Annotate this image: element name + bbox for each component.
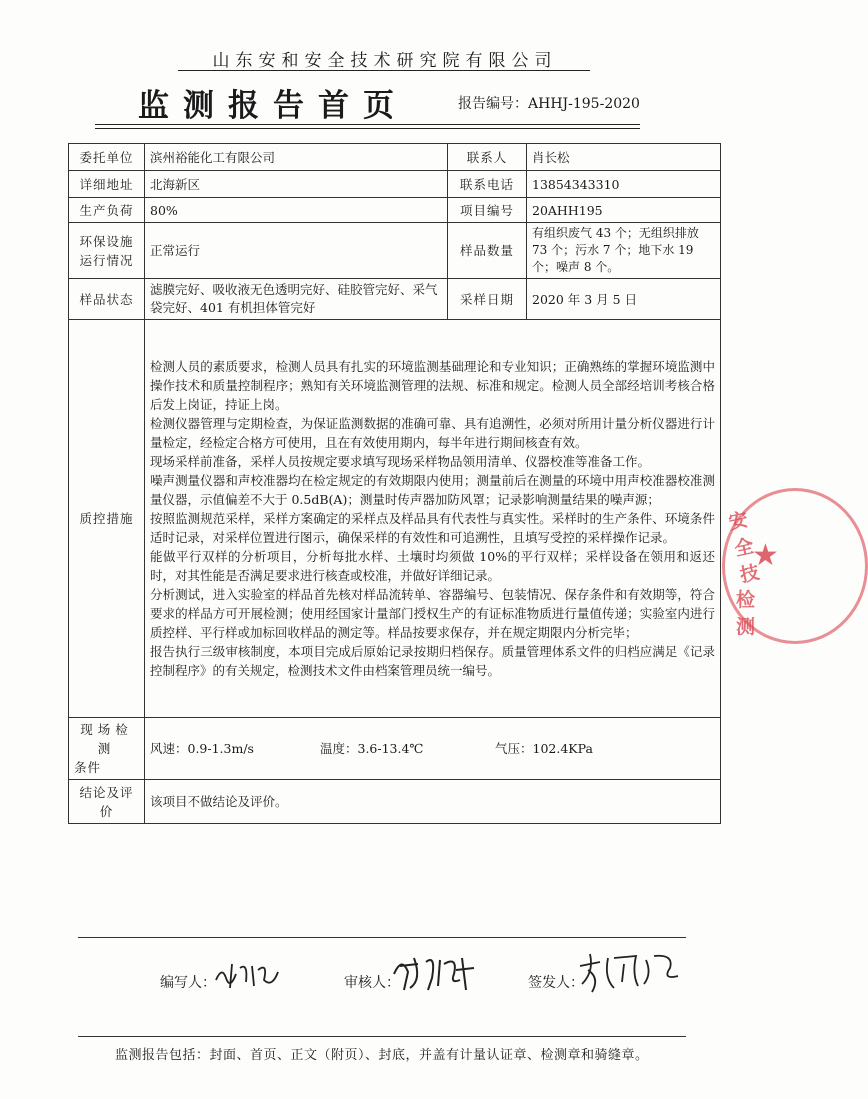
conclusion-label-line2: 价 bbox=[99, 803, 114, 819]
qc-label: 质控措施 bbox=[69, 320, 145, 718]
conclusion-label-line1: 结论及评 bbox=[79, 784, 134, 800]
signature-rule bbox=[78, 937, 686, 938]
company-underline bbox=[178, 70, 590, 71]
sampling-date-value: 2020 年 3 月 5 日 bbox=[527, 279, 721, 320]
client-value: 滨州裕能化工有限公司 bbox=[145, 144, 448, 171]
sample-status-label: 样品状态 bbox=[69, 279, 145, 320]
project-no-label: 项目编号 bbox=[448, 198, 527, 223]
sample-count-label: 样品数量 bbox=[448, 223, 527, 279]
conditions-label-line2: 条件 bbox=[74, 760, 102, 775]
load-label: 生产负荷 bbox=[69, 198, 145, 223]
table-row bbox=[69, 320, 721, 718]
phone-value: 13854343310 bbox=[527, 171, 721, 198]
seal-text-bottom: 检测 bbox=[736, 589, 756, 638]
air-pressure: 气压：102.4KPa bbox=[495, 741, 593, 756]
qc-paragraph: 报告执行三级审核制度，本项目完成后原始记录按期归档保存。质量管理体系文件的归档应满足《记录控制程序》的有关规定，检测技术文件由档案管理员统一编号。 bbox=[150, 644, 715, 678]
qc-paragraph: 按照监测规范采样，采样方案确定的采样点及样品具有代表性与真实性。采样时的生产条件、环境条件适时记录，对采样位置进行图示，确保采样的有效性和可追溯性，且填写受控的采样操作记录。 bbox=[150, 511, 715, 545]
reviewer-label: 审核人： bbox=[344, 975, 400, 991]
report-number-value: AHHJ-195-2020 bbox=[528, 96, 640, 112]
table-row bbox=[69, 171, 721, 198]
project-no-value: 20AHH195 bbox=[527, 198, 721, 223]
table-row bbox=[69, 718, 721, 780]
env-label-line2: 运行情况 bbox=[79, 252, 134, 268]
seal-star-icon: ★ bbox=[752, 538, 779, 573]
issuer-signature bbox=[574, 948, 684, 998]
sample-count-value: 有组织废气 43 个；无组织排放 73 个；污水 7 个；地下水 19 个；噪声 8 个。 bbox=[527, 223, 721, 279]
phone-label: 联系电话 bbox=[448, 171, 527, 198]
sample-status-value: 滤膜完好、吸收液无色透明完好、硅胶管完好、采气袋完好、401 有机担体管完好 bbox=[145, 279, 448, 320]
seal-text-top: 安全技 bbox=[726, 508, 762, 587]
table-row bbox=[69, 223, 721, 279]
table-row bbox=[69, 198, 721, 223]
sampling-date-label: 采样日期 bbox=[448, 279, 527, 320]
contact-label: 联系人 bbox=[448, 144, 527, 171]
issuer-label: 签发人： bbox=[528, 975, 584, 991]
load-value: 80% bbox=[145, 198, 448, 223]
report-number-label: 报告编号： bbox=[458, 96, 528, 112]
contact-value: 肖长松 bbox=[527, 144, 721, 171]
conclusion-label bbox=[69, 780, 145, 824]
env-label bbox=[69, 223, 145, 279]
wind-speed: 风速：0.9-1.3m/s bbox=[150, 741, 254, 756]
reviewer-signature bbox=[388, 950, 478, 996]
title-rule-thick bbox=[95, 124, 640, 125]
table-row bbox=[69, 780, 721, 824]
conditions-value bbox=[145, 718, 721, 780]
temperature: 温度：3.6-13.4℃ bbox=[320, 741, 424, 756]
qc-paragraph: 检测人员的素质要求，检测人员具有扎实的环境监测基础理论和专业知识；正确熟练的掌握环境监测中操作技术和质量控制程序；熟知有关环境监测管理的法规、标准和规定。检测人员全部经培训考核合格后发上岗证，持证上岗。 bbox=[150, 359, 715, 412]
title-rule-thin bbox=[95, 128, 640, 129]
env-value: 正常运行 bbox=[145, 223, 448, 279]
report-table bbox=[68, 143, 721, 824]
client-label: 委托单位 bbox=[69, 144, 145, 171]
footer-rule bbox=[78, 1036, 686, 1037]
conditions-label-line1: 现场检测 bbox=[80, 722, 133, 756]
writer-label: 编写人： bbox=[160, 975, 216, 991]
qc-paragraph: 噪声测量仪器和声校准器均在检定规定的有效期限内使用；测量前后在测量的环境中用声校准器校准测量仪器，示值偏差不大于 0.5dB(A)；测量时传声器加防风罩；记录影响测量结果的噪声源； bbox=[150, 473, 715, 507]
qc-paragraph: 检测仪器管理与定期检查，为保证监测数据的准确可靠、具有追溯性，必须对所用计量分析仪器进行计量检定，经检定合格方可使用，且在有效使用期内，每半年进行期间核查有效。 bbox=[150, 416, 715, 450]
qc-content bbox=[145, 320, 721, 718]
qc-paragraph: 能做平行双样的分析项目，分析每批水样、土壤时均须做 10%的平行双样；采样设备在领用和返还时，对其性能是否满足要求进行核查或校准，并做好详细记录。 bbox=[150, 549, 715, 583]
qc-paragraph: 现场采样前准备，采样人员按规定要求填写现场采样物品领用清单、仪器校准等准备工作。 bbox=[150, 454, 651, 469]
report-number bbox=[458, 93, 640, 113]
qc-paragraph: 分析测试，进入实验室的样品首先核对样品流转单、容器编号、包装情况、保存条件和有效期等，符合要求的样品方可开展检测；使用经国家计量部门授权生产的有证标准物质进行量值传递；实验室内进行质控样、平行样或加标回收样品的测定等。样品按要求保存，并在规定期限内分析完毕； bbox=[150, 587, 715, 640]
address-value: 北海新区 bbox=[145, 171, 448, 198]
env-label-line1: 环保设施 bbox=[79, 233, 134, 249]
table-row bbox=[69, 144, 721, 171]
conclusion-value: 该项目不做结论及评价。 bbox=[145, 780, 721, 824]
conditions-label bbox=[69, 718, 145, 780]
company-name: 山东安和安全技术研究院有限公司 bbox=[212, 51, 558, 71]
footer-note: 监测报告包括：封面、首页、正文（附页）、封底，并盖有计量认证章、检测章和骑缝章。 bbox=[115, 1048, 649, 1063]
address-label: 详细地址 bbox=[69, 171, 145, 198]
table-row bbox=[69, 279, 721, 320]
writer-signature bbox=[212, 958, 282, 992]
page-title: 监测报告首页 bbox=[138, 88, 408, 124]
